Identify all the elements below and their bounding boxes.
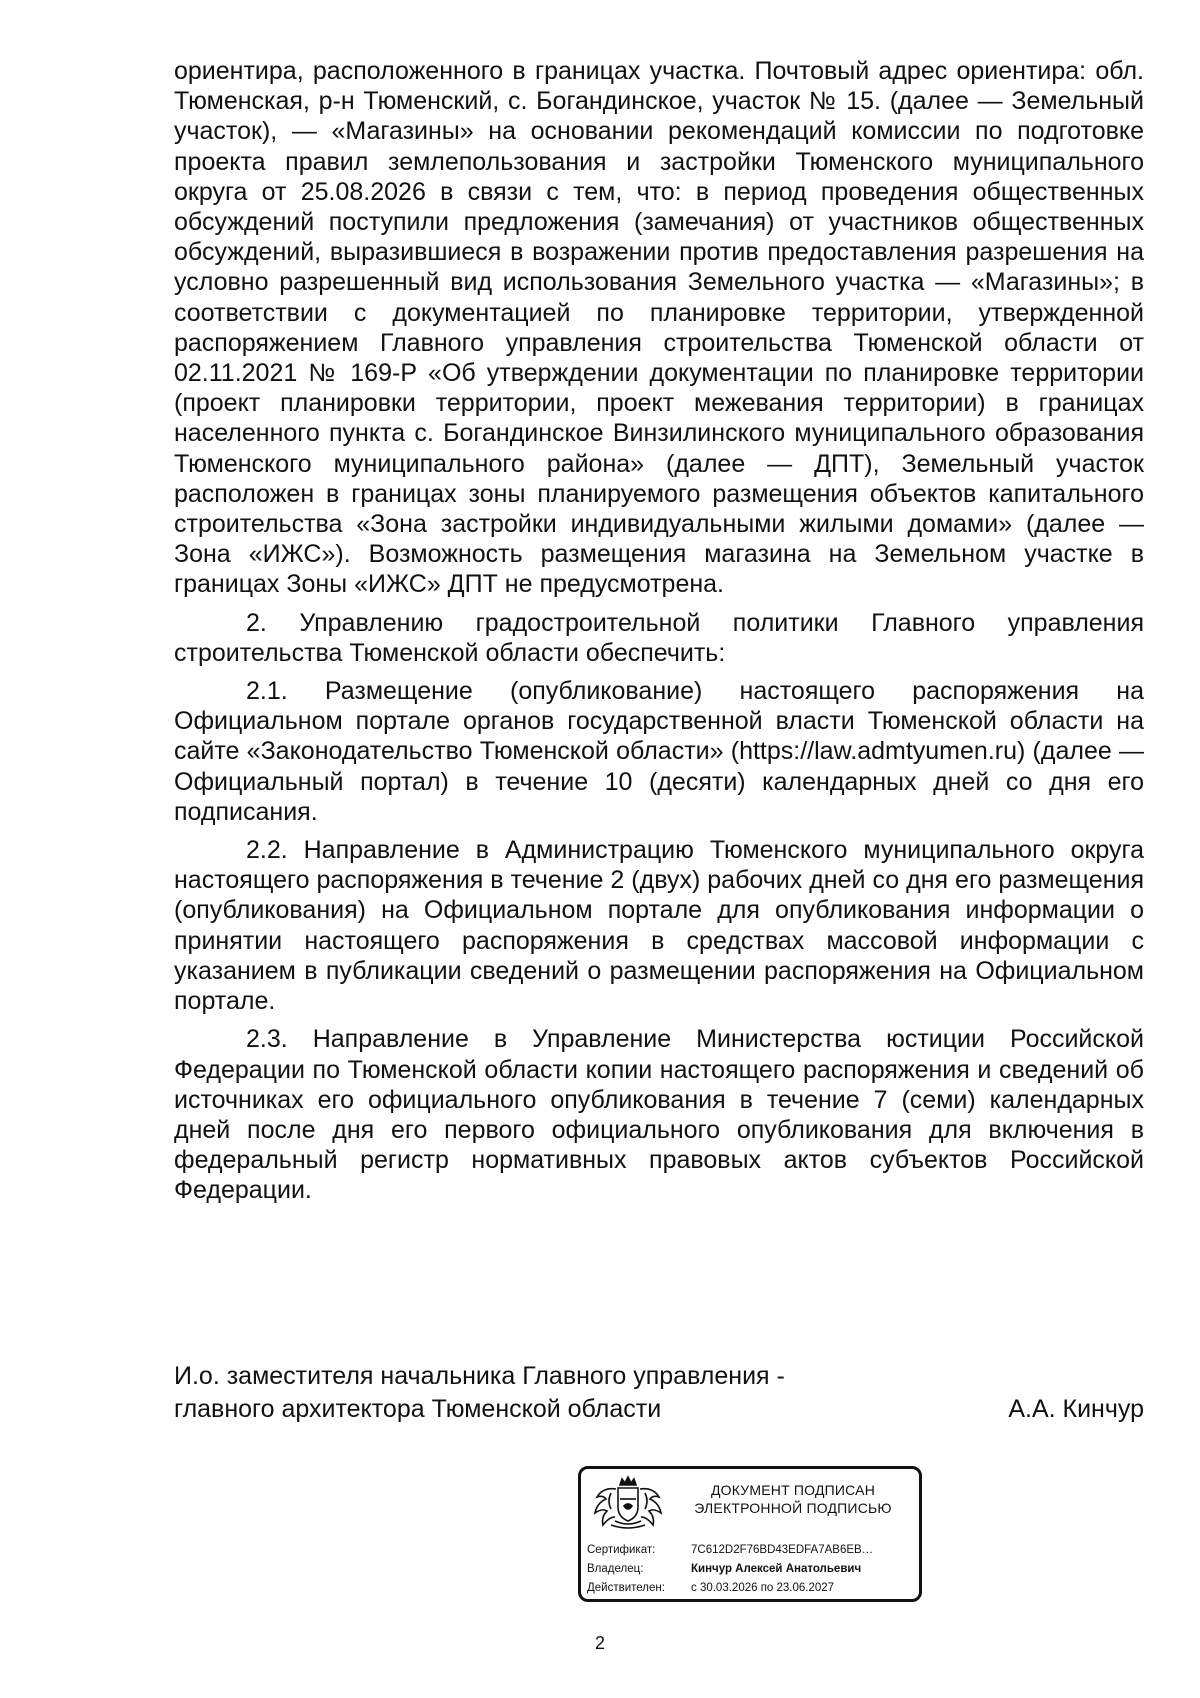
stamp-title (669, 1481, 917, 1517)
validity-value: с 30.03.2026 по 23.06.2027 (691, 1582, 835, 1594)
paragraph-item-2-2: 2.2. Направление в Администрацию Тюменского муниципального округа настоящего распоряжения в течение 2 (двух) рабочих дней со дня его размещения (опубликования) на Официальном портале для опубликования информации о принятии настоящего распоряжения в средствах массовой информации с указанием в публикации сведений о размещении распоряжения на Официальном портале. (174, 836, 1144, 1016)
stamp-row-owner (587, 1560, 919, 1579)
stamp-row-certificate (587, 1541, 919, 1560)
page-number: 2 (594, 1633, 605, 1653)
certificate-value: 7C612D2F76BD43EDFA7AB6EB… (691, 1544, 874, 1556)
stamp-row-validity (587, 1579, 919, 1598)
tyumen-coat-of-arms-icon (589, 1475, 667, 1533)
stamp-title-line-2: ЭЛЕКТРОННОЙ ПОДПИСЬЮ (694, 1500, 892, 1516)
owner-label: Владелец: (587, 1563, 644, 1575)
stamp-title-line-1: ДОКУМЕНТ ПОДПИСАН (710, 1482, 876, 1498)
certificate-label: Сертификат: (587, 1544, 656, 1556)
owner-value: Кинчур Алексей Анатольевич (691, 1563, 862, 1575)
document-body (174, 56, 1144, 1214)
signatory-name: А.А. Кинчур (1008, 1395, 1144, 1423)
signatory-position-line-1: И.о. заместителя начальника Главного управления - (174, 1362, 785, 1390)
paragraph-item-2: 2. Управлению градостроительной политики Главного управления строительства Тюменской области обеспечить: (174, 608, 1144, 667)
paragraph-item-2-1: 2.1. Размещение (опубликование) настоящего распоряжения на Официальном портале органов государственной власти Тюменской области на сайте «Законодательство Тюменской области» (https://law.admtyumen.ru) (далее — Официальный портал) в течение 10 (десяти) календарных дней со дня его подписания. (174, 677, 1144, 826)
validity-label: Действителен: (587, 1582, 665, 1594)
paragraph-continuation: ориентира, расположенного в границах участка. Почтовый адрес ориентира: обл. Тюменская, р-н Тюменский, с. Богандинское, участок № 15. (далее — Земельный участок), — «Магазины» на основании рекомендаций комиссии по подготовке проекта правил землепользования и застройки Тюменского муниципального округа от 25.08.2026 в связи с тем, что: в период проведения общественных обсуждений поступили предложения (замечания) от участников общественных обсуждений, выразившиеся в возражении против предоставления разрешения на условно разрешенный вид использования Земельного участка — «Магазины»; в соответствии с документацией по планировке территории, утвержденной распоряжением Главного управления строительства Тюменской области от 02.11.2021 № 169-Р «Об утверждении документации по планировке территории (проект планировки территории, проект межевания территории) в границах населенного пункта с. Богандинское Винзилинского муниципального образования Тюменского муниципального района» (далее — ДПТ), Земельный участок расположен в границах зоны планируемого размещения объектов капитального строительства «Зона застройки индивидуальными жилыми домами» (далее — Зона «ИЖС»). Возможность размещения магазина на Земельном участке в границах Зоны «ИЖС» ДПТ не предусмотрена. (174, 57, 1144, 599)
stamp-details (587, 1541, 919, 1598)
signatory-position-line-2: главного архитектора Тюменской области (174, 1395, 662, 1423)
paragraph-item-2-3: 2.3. Направление в Управление Министерства юстиции Российской Федерации по Тюменской области копии настоящего распоряжения и сведений об источниках его официального опубликования в течение 7 (семи) календарных дней после дня его первого официального опубликования для включения в федеральный регистр нормативных правовых актов субъектов Российской Федерации. (174, 1025, 1144, 1205)
signature-block (174, 1360, 1144, 1426)
electronic-signature-stamp (578, 1466, 922, 1602)
